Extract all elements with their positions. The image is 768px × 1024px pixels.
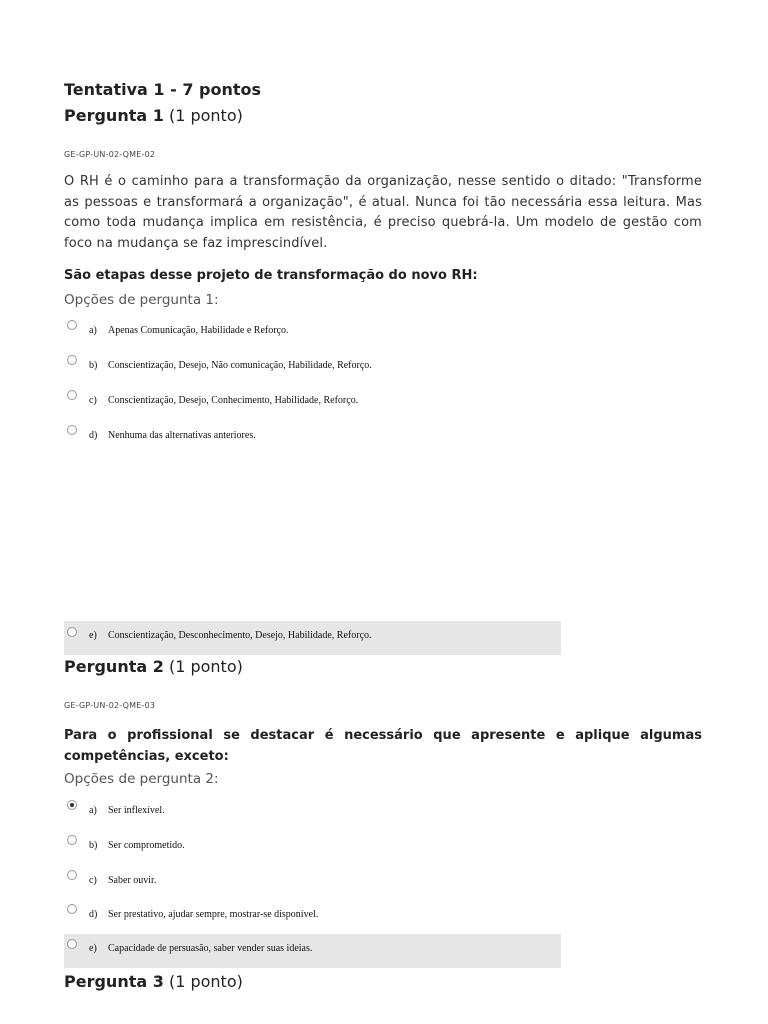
- q2-option-e-radio[interactable]: [67, 939, 77, 949]
- q2-option-c-text: Saber ouvir.: [108, 875, 157, 886]
- q1-option-b-radio[interactable]: [67, 355, 77, 365]
- q2-option-d-text: Ser prestativo, ajudar sempre, mostrar-se disponível.: [108, 909, 319, 920]
- question-3-label: Pergunta 3: [64, 972, 164, 991]
- q1-option-c-text: Conscientização, Desejo, Conhecimento, Habilidade, Reforço.: [108, 395, 359, 406]
- q2-option-b-radio[interactable]: [67, 835, 77, 845]
- q1-option-a[interactable]: [64, 319, 561, 353]
- question-2-code: GE-GP-UN-02-QME-03: [64, 701, 156, 710]
- q1-option-c-letter: c): [89, 395, 97, 406]
- question-3-title: [64, 972, 243, 991]
- q1-option-d[interactable]: [64, 424, 561, 458]
- q1-option-a-text: Apenas Comunicação, Habilidade e Reforço.: [108, 325, 289, 336]
- q2-option-d-radio[interactable]: [67, 904, 77, 914]
- question-2-points: (1 ponto): [168, 657, 243, 676]
- q1-option-e-text: Conscientização, Desconhecimento, Desejo, Habilidade, Reforço.: [108, 630, 372, 641]
- question-1-label: Pergunta 1: [64, 106, 164, 125]
- question-2-title: [64, 657, 243, 676]
- question-1-title: [64, 106, 243, 125]
- question-1-options-label: Opções de pergunta 1:: [64, 292, 219, 308]
- q1-option-c[interactable]: [64, 389, 561, 423]
- q1-option-d-letter: d): [89, 430, 98, 441]
- q1-option-c-radio[interactable]: [67, 390, 77, 400]
- question-1-points: (1 ponto): [168, 106, 243, 125]
- q2-option-a-letter: a): [89, 805, 97, 816]
- q2-option-b[interactable]: [64, 834, 561, 868]
- question-2-label: Pergunta 2: [64, 657, 164, 676]
- q1-option-d-radio[interactable]: [67, 425, 77, 435]
- question-1-code: GE-GP-UN-02-QME-02: [64, 150, 156, 159]
- q2-option-b-text: Ser comprometido.: [108, 840, 185, 851]
- q2-option-a-radio[interactable]: [67, 800, 77, 810]
- q2-option-e[interactable]: [64, 934, 561, 968]
- q2-option-d[interactable]: [64, 903, 561, 937]
- question-1-text: O RH é o caminho para a transformação da organização, nesse sentido o ditado: "Transforme as pessoas e transformará a organização", é atual. Nunca foi tão necessária essa leitura. Mas como toda mudança implica em resistência, é preciso quebrá-la. Um modelo de gestão com foco na mudança se faz imprescindível.: [64, 174, 702, 251]
- attempt-title: Tentativa 1 - 7 pontos: [64, 80, 262, 99]
- q1-option-e[interactable]: [64, 621, 561, 655]
- q2-option-a-text: Ser inflexível.: [108, 805, 165, 816]
- question-3-points: (1 ponto): [168, 972, 243, 991]
- q2-option-e-text: Capacidade de persuasão, saber vender suas ideias.: [108, 943, 313, 954]
- question-2-options-label: Opções de pergunta 2:: [64, 771, 219, 787]
- q1-option-d-text: Nenhuma das alternativas anteriores.: [108, 430, 256, 441]
- q2-option-a[interactable]: [64, 799, 561, 833]
- q2-option-b-letter: b): [89, 840, 98, 851]
- q1-option-b[interactable]: [64, 354, 561, 388]
- q1-option-a-letter: a): [89, 325, 97, 336]
- q2-option-c[interactable]: [64, 869, 561, 903]
- q2-option-e-letter: e): [89, 943, 97, 954]
- q2-option-c-radio[interactable]: [67, 870, 77, 880]
- q1-option-e-radio[interactable]: [67, 627, 77, 637]
- question-2-prompt: Para o profissional se destacar é necessário que apresente e aplique algumas competências, exceto:: [64, 728, 702, 764]
- q2-option-d-letter: d): [89, 909, 98, 920]
- q1-option-b-text: Conscientização, Desejo, Não comunicação, Habilidade, Reforço.: [108, 360, 372, 371]
- question-1-prompt: São etapas desse projeto de transformação do novo RH:: [64, 268, 478, 283]
- q2-option-c-letter: c): [89, 875, 97, 886]
- q1-option-e-letter: e): [89, 630, 97, 641]
- q1-option-b-letter: b): [89, 360, 98, 371]
- q1-option-a-radio[interactable]: [67, 320, 77, 330]
